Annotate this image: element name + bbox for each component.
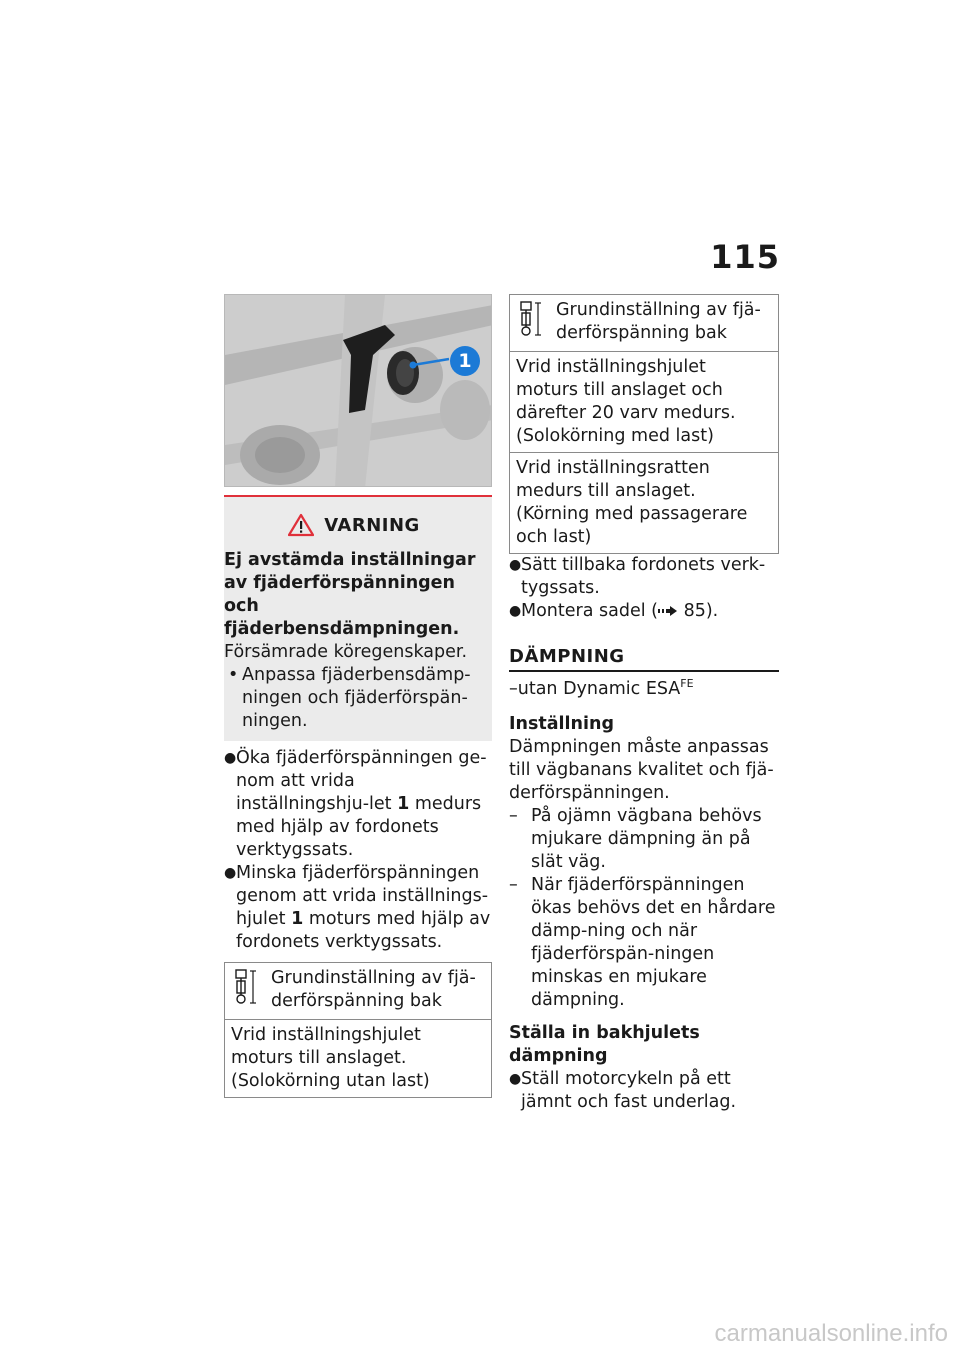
callout-number: 1: [458, 350, 472, 372]
setting-table-header: [510, 295, 778, 352]
setting-table-row: Vrid inställningshjulet moturs till anslaget och därefter 20 varv medurs. (Solokörning med last): [510, 352, 778, 453]
condition-line: [509, 678, 779, 701]
step-text: Sätt tillbaka fordonets verk-tygssats.: [521, 555, 766, 598]
right-column: [509, 294, 779, 1114]
list-item: ● Ställ motorcykeln på ett jämnt och fast underlag.: [509, 1069, 737, 1112]
step-text-pre: Montera sadel (: [521, 601, 658, 621]
watermark: carmanualsonline.info: [714, 1320, 948, 1347]
list-item: ● Minska fjäderförspänningen genom att vrida inställnings-hjulet 1 moturs med hjälp av fordonets verktygssats.: [224, 863, 491, 952]
setting-table-title: Grundinställning av fjä-derförspänning bak: [556, 300, 761, 343]
setting-table-row: Vrid inställningsratten medurs till anslaget. (Körning med passagerare och last): [516, 458, 748, 547]
setting-table-title: Grundinställning av fjä-derförspänning bak: [271, 968, 476, 1011]
adjust-steps: [224, 747, 492, 954]
subheading-settings: Inställning: [509, 714, 614, 734]
list-item: • Anpassa fjäderbensdämp-ningen och fjäderförspän-ningen.: [228, 665, 471, 731]
condition-text: –utan Dynamic ESA: [509, 679, 681, 699]
list-item: ● Öka fjäderförspänningen ge-nom att vrida inställningshju-let 1 medurs med hjälp av fordonets verktygssats.: [224, 748, 487, 860]
note-text: När fjäderförspänningen ökas behövs det en hårdare dämp-ning och när fjäderförspän-ningen minskas en mjukare dämpning.: [531, 875, 776, 1010]
step-text: Ställ motorcykeln på ett jämnt och fast underlag.: [521, 1069, 737, 1112]
warning-label: VARNING: [324, 514, 420, 536]
finish-steps: [509, 554, 779, 623]
intro-text: Dämpningen måste anpassas till vägbanans kvalitet och fjä-derförspänningen.: [509, 737, 774, 803]
step-text-post: moturs med hjälp av fordonets verktygssats.: [236, 909, 491, 952]
shock-adjuster-illustration: [225, 295, 492, 487]
step-ref-number: 1: [291, 909, 304, 929]
list-item: ● Sätt tillbaka fordonets verk-tygssats.: [509, 555, 766, 598]
condition-sup: FE: [680, 677, 694, 691]
rear-damping-steps: [509, 1068, 779, 1114]
subheading-rear-damping: Ställa in bakhjulets dämpning: [509, 1023, 700, 1066]
setting-table-header: [225, 963, 491, 1020]
list-item: ● Montera sadel ( 85).: [509, 601, 719, 621]
step-text-pre: Öka fjäderförspänningen ge-nom att vrida inställningshju-let: [236, 748, 487, 814]
section-heading: DÄMPNING: [509, 645, 779, 672]
warning-bullet-text: Anpassa fjäderbensdämp-ningen och fjäderförspän-ningen.: [242, 665, 471, 731]
damping-notes: [509, 805, 779, 1012]
spring-preload-icon: [518, 301, 542, 337]
setting-table-right: [509, 294, 779, 554]
list-item: – När fjäderförspänningen ökas behövs det en hårdare dämp-ning och när fjäderförspän-ningen minskas en mjukare dämpning.: [509, 875, 776, 1010]
step-text-pre: Minska fjäderförspänningen genom att vrida inställnings-hjulet: [236, 863, 489, 929]
setting-table-row: Vrid inställningshjulet moturs till anslaget. (Solokörning utan last): [231, 1025, 430, 1091]
warning-header: [224, 513, 484, 537]
step-ref-number: 1: [397, 794, 410, 814]
page-reference-arrow-icon: [658, 605, 678, 617]
rear-shock-photo: [224, 294, 492, 487]
warning-text: Försämrade köregenskaper.: [224, 642, 468, 662]
page-reference[interactable]: 85: [683, 601, 706, 621]
note-text: På ojämn vägbana behövs mjukare dämpning än på slät väg.: [531, 806, 762, 872]
warning-title: Ej avstämda inställningar av fjäderförspänningen och fjäderbensdämpningen.: [224, 550, 476, 639]
setting-table-left: [224, 962, 492, 1098]
page-number: 115: [710, 238, 780, 276]
step-text-post: ).: [705, 601, 719, 621]
left-column: [224, 294, 492, 1098]
step-text-post: medurs med hjälp av fordonets verktygssats.: [236, 794, 482, 860]
warning-box: [224, 495, 492, 741]
list-item: – På ojämn vägbana behövs mjukare dämpning än på slät väg.: [509, 806, 762, 872]
warning-triangle-icon: [288, 513, 314, 537]
warning-bullets: [224, 664, 484, 733]
spring-preload-icon: [233, 969, 257, 1005]
